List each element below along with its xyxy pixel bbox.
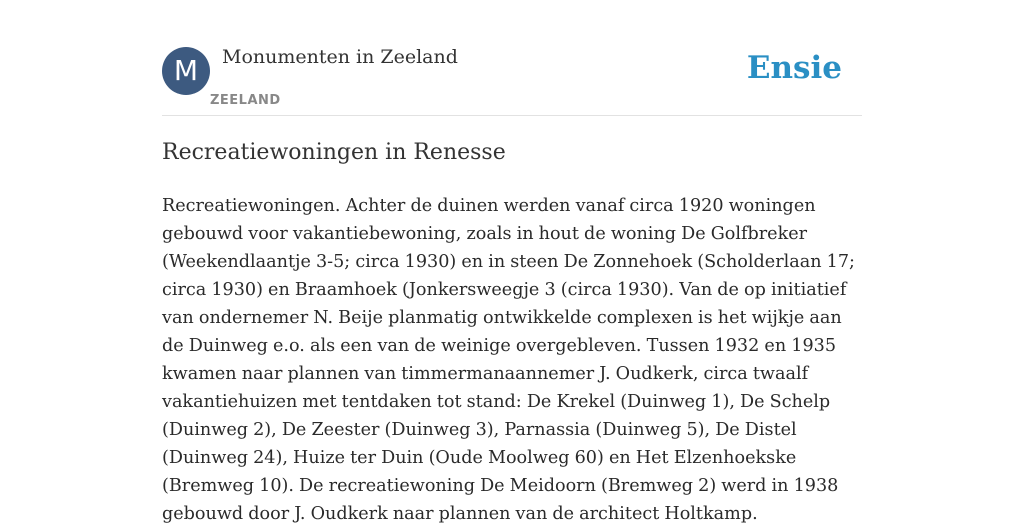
- page: [162, 0, 862, 524]
- header: [162, 0, 862, 116]
- article-body: Recreatiewoningen. Achter de duinen werden vanaf circa 1920 woningen gebouwd voor vakantiebewoning, zoals in hout de woning De Golfbreker (Weekendlaantje 3-5; circa 1930) en in steen De Zonnehoek (Scholderlaan 17; circa 1930) en Braamhoek (Jonkersweegje 3 (circa 1930). Van de op initiatief van ondernemer N. Beije planmatig ontwikkelde complexen is het wijkje aan de Duinweg e.o. als een van de weinige overgebleven. Tussen 1932 en 1935 kwamen naar plannen van timmermanaannemer J. Oudkerk, circa twaalf vakantiehuizen met tentdaken tot stand: De Krekel (Duinweg 1), De Schelp (Duinweg 2), De Zeester (Duinweg 3), Parnassia (Duinweg 5), De Distel (Duinweg 24), Huize ter Duin (Oude Moolweg 60) en Het Elzenhoekske (Bremweg 10). De recreatiewoning De Meidoorn (Bremweg 2) werd in 1938 gebouwd door J. Oudkerk naar plannen van de architect Holtkamp.: [162, 196, 855, 524]
- source-title[interactable]: Monumenten in Zeeland: [222, 46, 458, 68]
- avatar[interactable]: M: [162, 47, 210, 95]
- article-title: Recreatiewoningen in Renesse: [162, 140, 506, 165]
- source-category[interactable]: ZEELAND: [210, 93, 281, 108]
- brand-logo[interactable]: Ensie: [746, 50, 842, 86]
